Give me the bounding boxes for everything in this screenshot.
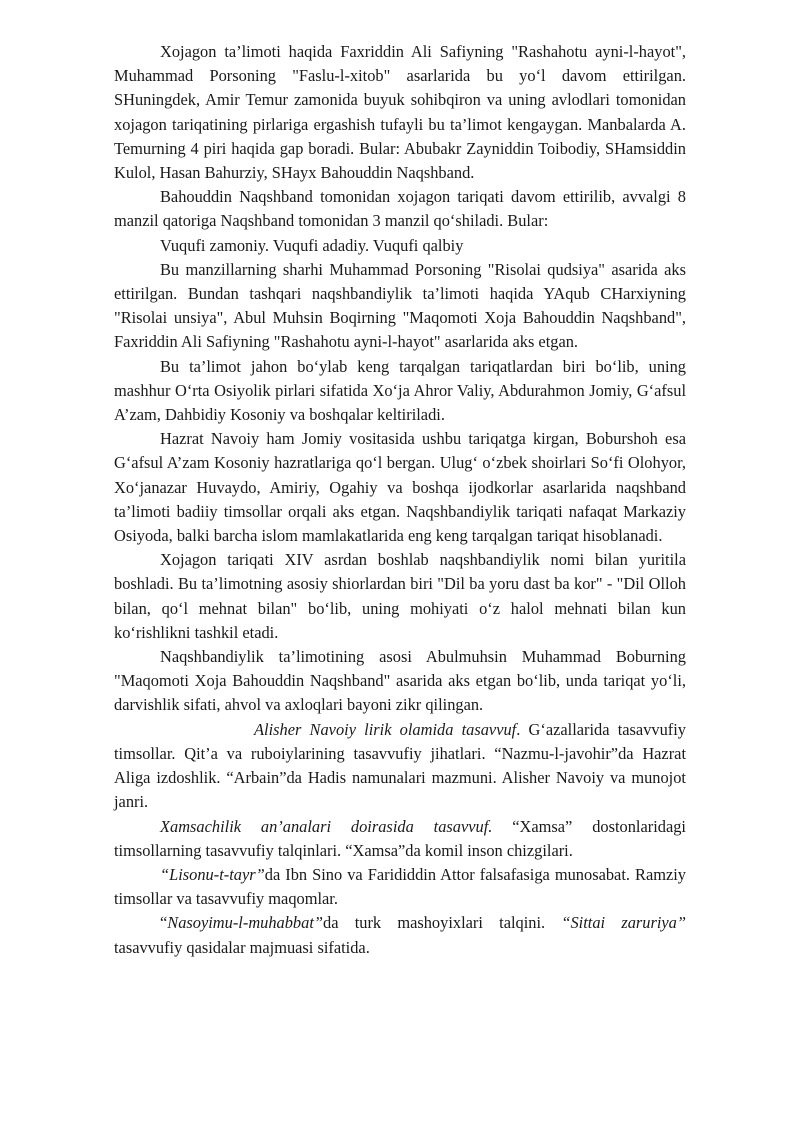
topic-lisonut-tayr <box>114 863 686 911</box>
topic-title-2: “Sittai zaruriya” <box>561 913 686 933</box>
topic-nasoyim <box>114 911 686 959</box>
topic-text: da Ibn Sino va Farididdin Attor falsafasiga munosabat. Ramziy timsollar va tasavvufiy maqomlar. <box>114 864 686 909</box>
topic-title: “Lisonu-t-tayr” <box>160 864 265 884</box>
topic-title: Nasoyimu-l-muhabbat” <box>167 913 323 933</box>
topic-title: Xamsachilik an’analari doirasida tasavvuf. <box>160 816 493 836</box>
paragraph-4: Bu manzillarning sharhi Muhammad Porsoning "Risolai qudsiya" asarida aks ettirilgan. Bundan tashqari naqshbandiylik ta’limoti haqida YAqub CHarxiyning "Risolai unsiya", Abul Muhsin Boqirning "Maqomoti Xoja Bahouddin Naqshband", Faxriddin Ali Safiyning "Rashahotu ayni-l-hayot" asarlarida aks etgan. <box>114 259 686 352</box>
topic-text: da turk mashoyixlari talqini. <box>323 913 562 933</box>
document-page <box>114 40 686 960</box>
topic-text-2: tasavvufiy qasidalar majmuasi sifatida. <box>114 937 370 957</box>
topic-title: Alisher Navoiy lirik olamida tasavvuf <box>254 719 517 739</box>
paragraph-8: Naqshbandiylik ta’limotining asosi Abulmuhsin Muhammad Boburning "Maqomoti Xoja Bahouddin Naqshband" asarida aks etgan bo‘lib, unda tariqat yo‘li, darvishlik sifati, ahvol va axloqlari bayoni zikr qilingan. <box>114 647 686 715</box>
topic-navoiy-lirik <box>114 718 686 815</box>
paragraph-3: Vuqufi zamoniy. Vuqufi adadiy. Vuqufi qalbiy <box>160 235 464 255</box>
topic-text: “Xamsa” dostonlaridagi timsollarning tasavvufiy talqinlari. “Xamsa”da komil inson chizgilari. <box>114 816 686 860</box>
paragraph-6: Hazrat Navoiy ham Jomiy vositasida ushbu tariqatga kirgan, Boburshoh esa G‘afsul A’zam Kosoniy hazratlariga qo‘l bergan. Ulug‘ o‘zbek shoirlari So‘fi Olohyor, Xo‘janazar Huvaydo, Amiriy, Ogahiy va boshqa ijodkorlar asarlarida naqshband ta’limoti badiiy timsollar orqali aks etgan. Naqshbandiylik tariqati nafaqat Markaziy Osiyoda, balki barcha islom mamlakatlarida eng keng tarqalgan tariqat hisoblanadi. <box>114 429 686 546</box>
paragraph-5: Bu ta’limot jahon bo‘ylab keng tarqalgan tariqatlardan biri bo‘lib, uning mashhur O‘rta Osiyolik pirlari sifatida Xo‘ja Ahror Valiy, Abdurahmon Jomiy, G‘afsul A’zam, Dahbidiy Kosoniy va boshqalar keltiriladi. <box>114 356 686 425</box>
open-quote: “ <box>160 913 168 933</box>
paragraph-1: Xojagon ta’limoti haqida Faxriddin Ali Safiyning "Rashahotu ayni-l-hayot", Muhammad Porsoning "Faslu-l-xitob" asarlarida bu yo‘l davom ettirilgan. SHuningdek, Amir Temur zamonida buyuk sohibqiron va uning avlodlari tomonidan xojagon tariqatining pirlariga ergashish tufayli bu ta’limot kengaygan. Manbalarda A. Temurning 4 piri haqida gap boradi. Bular: Abubakr Zayniddin Toibodiy, SHamsiddin Kulol, Hasan Bahurziy, SHayx Bahouddin Naqshband. <box>114 42 686 183</box>
topic-xamsa <box>114 815 686 863</box>
paragraph-2: Bahouddin Naqshband tomonidan xojagon tariqati davom ettirilib, avvalgi 8 manzil qatoriga Naqshband tomonidan 3 manzil qo‘shiladi. Bular: <box>114 187 686 231</box>
paragraph-7: Xojagon tariqati XIV asrdan boshlab naqshbandiylik nomi bilan yuritila boshladi. Bu ta’limotning asosiy shiorlardan biri "Dil ba yoru dast ba kor" - "Dil Olloh bilan, qo‘l mehnat bilan" bo‘lib, uning mohiyati o‘z halol mehnati bilan kun ko‘rishlikni tashkil etadi. <box>114 550 686 642</box>
topic-text: . G‘azallarida tasavvufiy timsollar. Qit’a va ruboiylarining tasavvufiy jihatlari. “Nazmu-l-javohir”da Hazrat Aliga izdoshlik. “Arbain”da Hadis namunalari mazmuni. Alisher Navoiy va munojot janri. <box>114 719 686 812</box>
